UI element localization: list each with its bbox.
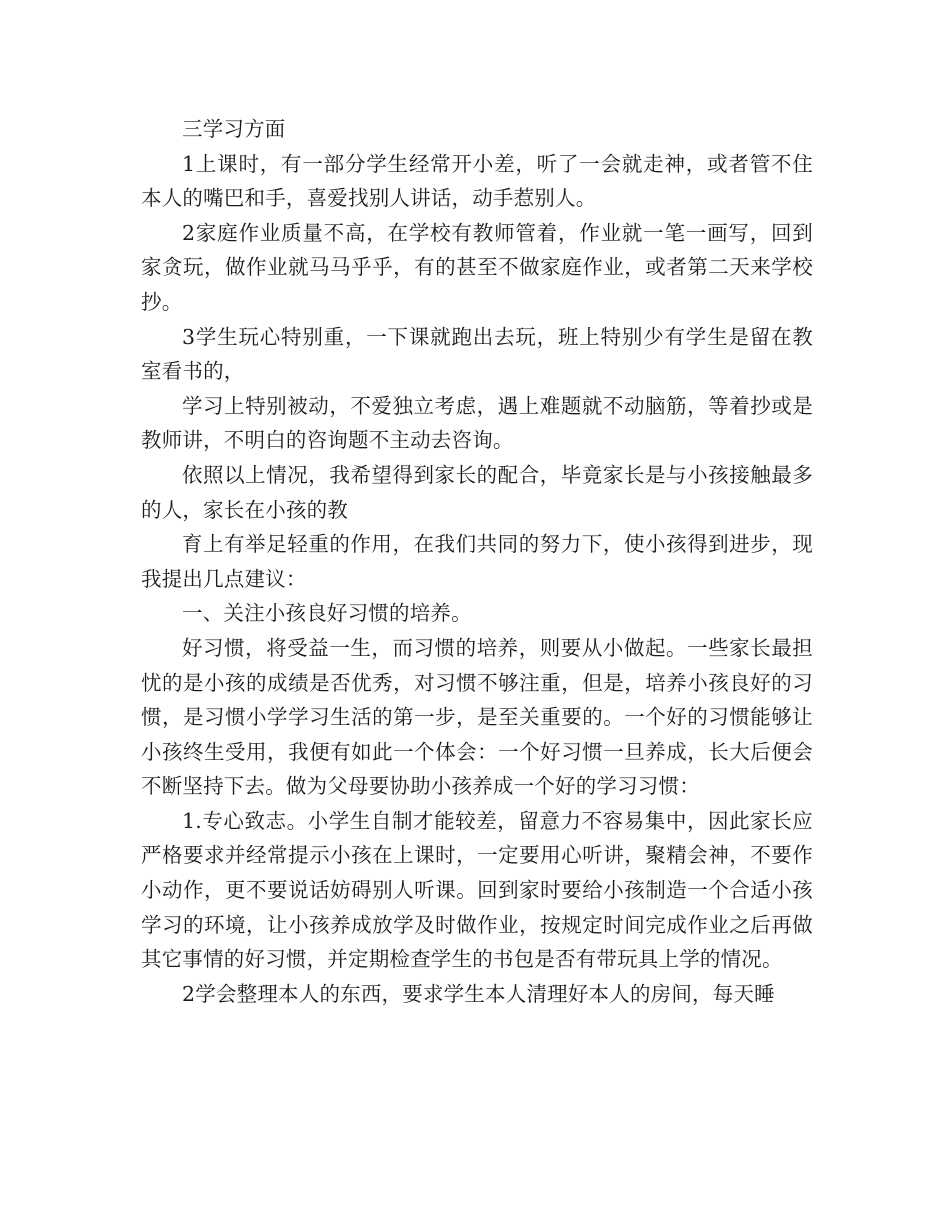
paragraph-tidy-belongings: 2学会整理本人的东西，要求学生本人清理好本人的房间，每天睡 xyxy=(182,981,775,1006)
document-page xyxy=(141,112,813,1011)
paragraph-parent-cooperation: 依照以上情况，我希望得到家长的配合，毕竟家长是与小孩接触最多的人，家长在小孩的教 xyxy=(141,462,813,522)
paragraph-habit-importance: 好习惯，将受益一生，而习惯的培养，则要从小做起。一些家长最担忧的是小孩的成绩是否优秀，对习惯不够注重，但是，培养小孩良好的习惯，是习惯小学学习生活的第一步，是至关重要的。一个好的习惯能够让小孩终生受用，我便有如此一个体会：一个好习惯一旦养成，长大后便会不断坚持下去。做为父母要协助小孩养成一个好的学习习惯： xyxy=(141,635,813,799)
paragraph-passive-learning: 学习上特别被动，不爱独立考虑，遇上难题就不动脑筋，等着抄或是教师讲，不明白的咨询题不主动去咨询。 xyxy=(141,393,813,453)
paragraph-concentration: 1.专心致志。小学生自制才能较差，留意力不容易集中，因此家长应严格要求并经常提示小孩在上课时，一定要用心听讲，聚精会神，不要作小动作，更不要说话妨碍别人听课。回到家时要给小孩制造一个合适小孩学习的环境，让小孩养成放学及时做作业，按规定时间完成作业之后再做其它事情的好习惯，并定期检查学生的书包是否有带玩具上学的情况。 xyxy=(141,808,813,972)
paragraph-playfulness: 3学生玩心特别重，一下课就跑出去玩，班上特别少有学生是留在教室看书的， xyxy=(141,324,813,384)
paragraph-class-distraction: 1上课时，有一部分学生经常开小差，听了一会就走神，或者管不住本人的嘴巴和手，喜爱找别人讲话，动手惹别人。 xyxy=(141,151,813,211)
paragraph-homework-quality: 2家庭作业质量不高，在学校有教师管着，作业就一笔一画写，回到家贪玩，做作业就马马乎乎，有的甚至不做家庭作业，或者第二天来学校抄。 xyxy=(141,220,813,314)
section-heading-good-habits: 一、关注小孩良好习惯的培养。 xyxy=(182,601,472,626)
paragraph-suggestions-intro: 育上有举足轻重的作用，在我们共同的努力下，使小孩得到进步，现我提出几点建议： xyxy=(141,532,813,591)
section-heading-study: 三学习方面 xyxy=(182,117,286,141)
